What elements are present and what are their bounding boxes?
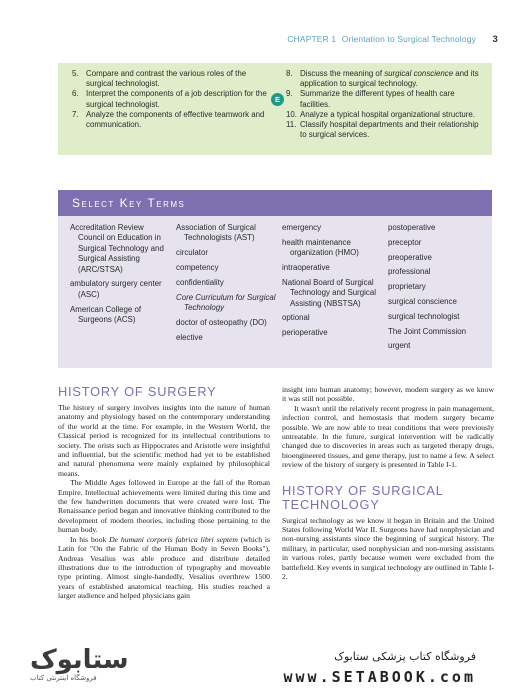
objective-number: 8. xyxy=(286,69,293,78)
key-term: perioperative xyxy=(282,328,328,338)
key-terms-column-4 xyxy=(388,223,488,356)
objective-item xyxy=(286,120,486,140)
objective-text: Interpret the components of a job description for the surgical technologist. xyxy=(86,89,267,109)
paragraph: insight into human anatomy; however, modern surgery as we know it was still not possible. xyxy=(282,385,494,404)
objectives-left-column xyxy=(72,69,272,130)
objective-item xyxy=(286,89,486,109)
shop-url-link[interactable]: www.SETABOOK.com xyxy=(283,668,476,686)
paragraph: The history of surgery involves insights into the nature of human anatomy and physiology based on the contemporary understanding of the world at the time. For example, in the Western World, the Classical period is recognized for its intellectual contributions to society. The orists such as Hippocrates and Aristotle were insightful and influential, but the scientific method had yet to be established and natural phenomena were mainly explained by philosophical means. xyxy=(58,403,270,478)
objective-number: 6. xyxy=(72,89,79,99)
shop-title: فروشگاه کتاب پزشکی ستابوک xyxy=(334,650,476,663)
key-term: professional xyxy=(388,267,431,277)
key-terms-box xyxy=(58,190,492,368)
objective-text: Discuss the meaning of surgical conscience and its application to surgical technology. xyxy=(300,69,479,89)
key-term: ambulatory surgery center (ASC) xyxy=(70,279,162,299)
key-term: optional xyxy=(282,313,310,323)
chapter-label: CHAPTER 1 xyxy=(287,34,337,44)
key-term: The Joint Commission xyxy=(388,326,467,336)
logo-text: ستابوک xyxy=(30,645,129,675)
chapter-title: Orientation to Surgical Technology xyxy=(341,34,476,44)
key-term: health maintenance organization (HMO) xyxy=(282,237,359,258)
key-term: elective xyxy=(176,332,203,342)
key-term: emergency xyxy=(282,223,322,232)
key-terms-column-1 xyxy=(70,223,170,330)
key-term: intraoperative xyxy=(282,263,330,272)
key-term: Association of Surgical Technologists (AST) xyxy=(176,223,256,243)
key-term: American College of Surgeons (ACS) xyxy=(70,304,142,325)
objective-text: Summarize the different types of health care facilities. xyxy=(300,89,455,109)
objective-text: Classify hospital departments and their relationship to surgical services. xyxy=(300,120,479,140)
objectives-right-column xyxy=(286,69,486,140)
key-term: surgical technologist xyxy=(388,311,460,321)
key-term: Accreditation Review Council on Education in Surgical Technology and Surgical Assisting (ARC/STSA) xyxy=(70,223,164,274)
objective-number: 7. xyxy=(72,109,79,119)
running-head xyxy=(287,34,498,45)
key-term: urgent xyxy=(388,341,411,351)
objective-number: 9. xyxy=(286,89,293,99)
body-left-column xyxy=(58,385,270,601)
key-term: doctor of osteopathy (DO) xyxy=(176,317,267,327)
key-term: preceptor xyxy=(388,237,422,247)
objective-item xyxy=(72,110,272,130)
key-term: competency xyxy=(176,263,219,272)
key-terms-header: Select Key Terms xyxy=(58,190,492,216)
objective-number: 5. xyxy=(72,69,79,78)
objective-text: Analyze a typical hospital organizational structure. xyxy=(300,109,476,119)
key-term: postoperative xyxy=(388,223,436,232)
history-of-surgery-heading: HISTORY OF SURGERY xyxy=(58,384,217,399)
paragraph: Surgical technology as we know it began in Britain and the United States following World War II. Surgeons have had nonphysician and non-nursing assistants since the beginning of surgical history. The military, in particular, used nonphysician and non-nursing assistants in various roles, partly because women were excluded from the battlefield. Key events in surgical technology are outlined in Table I-2. xyxy=(282,515,494,582)
objective-item xyxy=(286,69,486,89)
setabook-logo[interactable] xyxy=(30,646,150,686)
objective-number: 10. xyxy=(286,109,297,119)
key-term: proprietary xyxy=(388,282,426,292)
learning-objectives-box xyxy=(58,63,492,155)
key-terms-column-3 xyxy=(282,223,382,343)
objective-number: 11. xyxy=(286,120,297,130)
objective-item xyxy=(72,69,272,89)
paragraph: The Middle Ages followed in Europe at the fall of the Roman Empire. Intellectual achievements were limited during this time and the few handwritten documents that were created were lost. The Renaissance period began and innovative thinking contributed to the development of modern theories, including those pertaining to the human body. xyxy=(58,478,270,535)
key-terms-column-2 xyxy=(176,223,278,347)
key-term: confidentiality xyxy=(176,277,224,287)
objective-text: Analyze the components of effective teamwork and communication. xyxy=(86,109,265,130)
paragraph: In his book De humani corporis fabrica libri septem (which is Latin for "On the Fabric of the Human Body in Seven Books"), Andreas Vesalius was able produce and distribute detailed illustrations due to the introduction of typography and moveable type printing. Almost single-handedly, Vesalius overthrew 1500 years of established anatomical teaching. His studies reached a larger audience and helped physicians gain xyxy=(58,534,271,601)
key-term: Core Curriculum for Surgical Technology xyxy=(176,292,276,312)
objective-text: Compare and contrast the various roles of the surgical technologist. xyxy=(86,69,247,89)
key-term: circulator xyxy=(176,248,209,258)
e-badge-icon: E xyxy=(271,93,284,106)
footer-banner xyxy=(0,644,524,696)
key-term: National Board of Surgical Technology and Surgical Assisting (NBSTSA) xyxy=(282,277,376,308)
history-of-surgical-technology-heading: HISTORY OF SURGICAL TECHNOLOGY xyxy=(282,482,444,512)
paragraph: It wasn't until the relatively recent progress in pain management, infection control, and hemostasis that modern surgery became possible. We are now able to treat conditions that were previously untreatable. In the future, surgical intervention will be radically changed due to discoveries in areas such as targeted therapy drugs, bioengineered tissues, and gene therapy, just to name a few. A select review of the history of surgery is presented in Table I-1. xyxy=(282,403,494,470)
page-number: 3 xyxy=(492,34,498,45)
objective-item xyxy=(72,89,272,109)
body-right-column xyxy=(282,385,494,582)
objective-item xyxy=(286,110,486,120)
key-term: preoperative xyxy=(388,252,432,262)
key-term: surgical conscience xyxy=(388,296,457,306)
logo-subtitle: فروشگاه اینترنتی کتاب xyxy=(30,674,97,682)
